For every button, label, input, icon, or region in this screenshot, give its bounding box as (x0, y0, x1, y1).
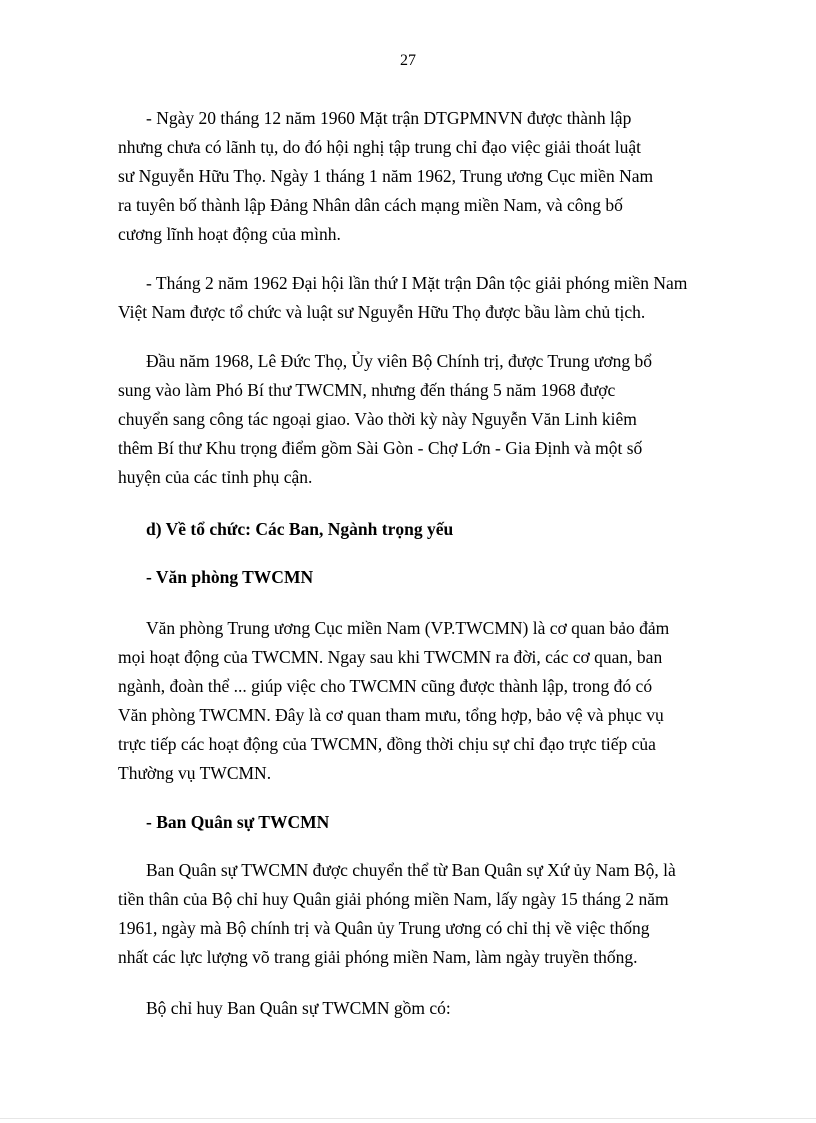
text-line: cương lĩnh hoạt động của mình. (118, 224, 341, 244)
subheading: - Văn phòng TWCMN (146, 567, 314, 587)
text-line: mọi hoạt động của TWCMN. Ngay sau khi TWCMN ra đời, các cơ quan, ban (118, 647, 663, 667)
text-line: tiền thân của Bộ chỉ huy Quân giải phóng miền Nam, lấy ngày 15 tháng 2 năm (118, 889, 669, 909)
text-line: Thường vụ TWCMN. (118, 763, 272, 783)
subheading: - Ban Quân sự TWCMN (146, 812, 330, 832)
text-line: nhất các lực lượng võ trang giải phóng miền Nam, làm ngày truyền thống. (118, 947, 638, 967)
page-bottom-divider (0, 1118, 816, 1119)
text-line: sư Nguyễn Hữu Thọ. Ngày 1 tháng 1 năm 1962, Trung ương Cục miền Nam (118, 166, 654, 186)
text-line: ra tuyên bố thành lập Đảng Nhân dân cách mạng miền Nam, và công bố (118, 195, 623, 215)
text-line: trực tiếp các hoạt động của TWCMN, đồng thời chịu sự chỉ đạo trực tiếp của (118, 734, 656, 754)
text-line: ngành, đoàn thể ... giúp việc cho TWCMN cũng được thành lập, trong đó có (118, 676, 653, 696)
text-line: Việt Nam được tổ chức và luật sư Nguyễn Hữu Thọ được bầu làm chủ tịch. (118, 302, 646, 322)
text-line: Ban Quân sự TWCMN được chuyển thể từ Ban Quân sự Xứ ủy Nam Bộ, là (146, 860, 676, 880)
text-line: Văn phòng Trung ương Cục miền Nam (VP.TWCMN) là cơ quan bảo đảm (146, 618, 670, 638)
text-line: - Tháng 2 năm 1962 Đại hội lần thứ I Mặt trận Dân tộc giải phóng miền Nam (146, 273, 688, 293)
text-line: 1961, ngày mà Bộ chính trị và Quân ủy Trung ương có chỉ thị về việc thống (118, 918, 650, 938)
text-line: Bộ chỉ huy Ban Quân sự TWCMN gồm có: (146, 998, 451, 1018)
text-line: Đầu năm 1968, Lê Đức Thọ, Ủy viên Bộ Chính trị, được Trung ương bổ (146, 351, 652, 371)
text-line: - Ngày 20 tháng 12 năm 1960 Mặt trận DTGPMNVN được thành lập (146, 108, 632, 128)
section-heading: d) Về tổ chức: Các Ban, Ngành trọng yếu (146, 519, 454, 539)
text-line: Văn phòng TWCMN. Đây là cơ quan tham mưu, tổng hợp, bảo vệ và phục vụ (118, 705, 664, 725)
text-line: huyện của các tỉnh phụ cận. (118, 467, 313, 487)
text-line: sung vào làm Phó Bí thư TWCMN, nhưng đến tháng 5 năm 1968 được (118, 380, 616, 400)
text-line: chuyển sang công tác ngoại giao. Vào thời kỳ này Nguyễn Văn Linh kiêm (118, 409, 637, 429)
text-line: nhưng chưa có lãnh tụ, do đó hội nghị tập trung chỉ đạo việc giải thoát luật (118, 137, 641, 157)
text-line: thêm Bí thư Khu trọng điểm gồm Sài Gòn - Chợ Lớn - Gia Định và một số (118, 438, 643, 458)
page-number: 27 (400, 52, 416, 69)
